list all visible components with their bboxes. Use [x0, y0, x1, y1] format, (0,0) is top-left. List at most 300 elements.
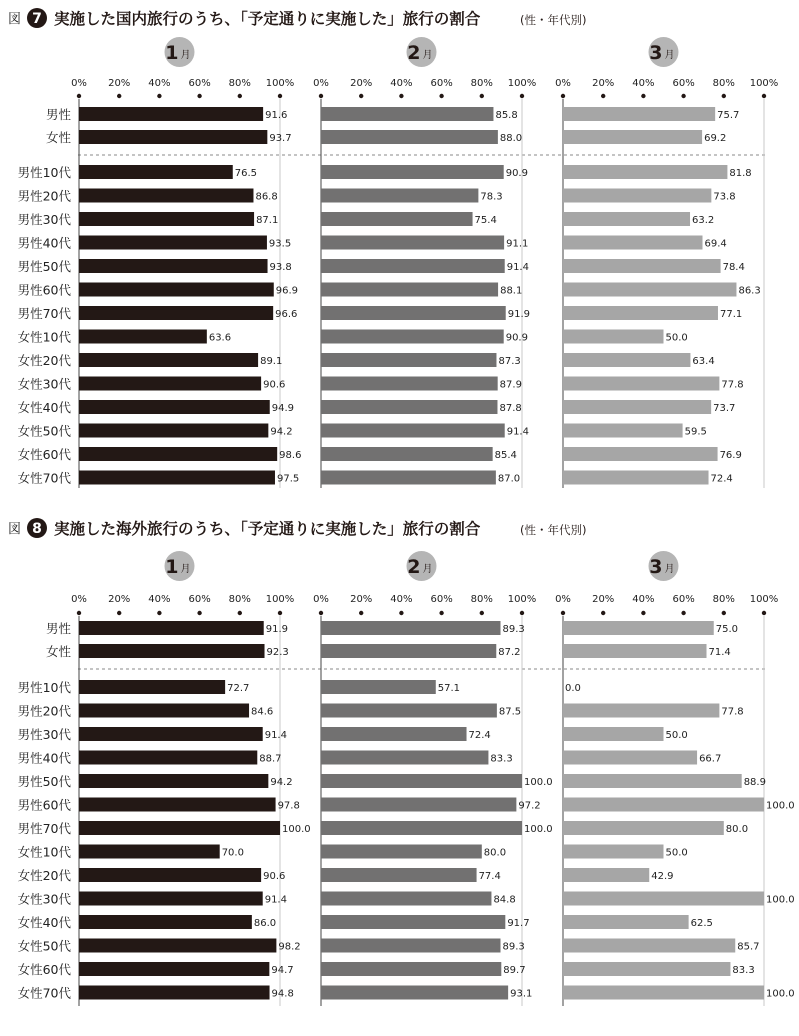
chart1-tick-mark — [561, 611, 565, 615]
chart1-bar — [563, 727, 664, 741]
chart0-data-label: 94.2 — [270, 426, 293, 438]
chart1-tick-label: 40% — [390, 594, 413, 605]
chart1-bar — [321, 774, 522, 788]
chart0-data-label: 73.7 — [713, 403, 736, 414]
chart1-tick-label: 60% — [430, 594, 453, 605]
chart1-category-label: 女性40代 — [17, 915, 71, 930]
chart0-bar — [79, 236, 267, 250]
chart1-data-label: 98.2 — [278, 941, 301, 953]
chart0-month-number: 1 — [165, 42, 179, 64]
chart0-data-label: 91.1 — [506, 238, 529, 250]
chart0-fig-number: 7 — [32, 11, 42, 27]
chart1-bar — [563, 939, 735, 953]
chart1-tick-mark — [278, 611, 282, 615]
chart0-bar — [79, 471, 275, 485]
chart1-category-label: 女性10代 — [17, 844, 71, 860]
chart0-bar — [79, 424, 268, 438]
chart1-bar — [79, 868, 261, 882]
chart0-data-label: 93.5 — [268, 238, 292, 250]
chart0-tick-label: 100% — [265, 78, 295, 89]
chart1-data-label: 87.5 — [498, 706, 522, 718]
chart0-bar — [79, 306, 273, 320]
chart0-category-label: 男性 — [45, 107, 71, 122]
chart1-category-label: 男性30代 — [17, 727, 71, 742]
chart0-bar — [321, 306, 506, 320]
chart0-tick-mark — [641, 94, 645, 98]
chart0-data-label: 87.0 — [497, 473, 521, 485]
chart0-bar — [321, 107, 493, 121]
chart1-data-label: 84.8 — [493, 894, 516, 906]
chart0-tick-mark — [520, 94, 524, 98]
chart1-bar — [563, 798, 764, 812]
chart1-bar — [563, 962, 730, 976]
chart0-data-label: 63.2 — [692, 215, 715, 226]
chart1-data-label: 57.1 — [437, 683, 461, 694]
chart0-bar — [321, 447, 493, 461]
chart0-category-label: 男性30代 — [17, 212, 71, 227]
chart1-bar — [79, 845, 220, 859]
chart1-tick-mark — [601, 611, 605, 615]
chart1-category-label: 男性60代 — [17, 797, 71, 813]
chart0-subtitle: (性・年代別) — [520, 13, 587, 27]
chart0-data-label: 75.7 — [717, 110, 740, 121]
chart0-data-label: 90.9 — [505, 168, 528, 179]
chart0-tick-mark — [439, 94, 443, 98]
chart0-data-label: 77.8 — [721, 379, 744, 391]
chart1-data-label: 100.0 — [282, 824, 311, 835]
chart1-bar — [563, 892, 764, 906]
chart1-tick-mark — [399, 611, 403, 615]
chart1-tick-label: 100% — [749, 594, 779, 605]
chart0-bar — [563, 259, 721, 273]
chart1-data-label: 88.7 — [259, 753, 282, 765]
chart0-data-label: 73.8 — [713, 191, 736, 203]
chart0-category-label: 男性10代 — [17, 165, 71, 180]
chart0-tick-label: 60% — [430, 78, 453, 89]
chart0-data-label: 90.6 — [263, 379, 286, 391]
chart0-data-label: 63.4 — [692, 356, 715, 367]
chart0-bar — [321, 353, 496, 367]
chart0-bar — [79, 107, 263, 121]
chart0-data-label: 50.0 — [665, 332, 688, 344]
chart1-tick-label: 0% — [555, 594, 571, 605]
chart1-data-label: 70.0 — [221, 847, 244, 859]
chart1-data-label: 90.6 — [263, 871, 286, 882]
chart1-data-label: 100.0 — [766, 800, 795, 812]
chart1-data-label: 91.9 — [265, 624, 288, 635]
chart1-bar — [79, 621, 264, 635]
chart0-tick-label: 20% — [592, 78, 615, 89]
chart0-data-label: 91.9 — [507, 309, 530, 320]
chart0-data-label: 98.6 — [279, 450, 302, 461]
chart0-tick-mark — [480, 94, 484, 98]
chart1-data-label: 94.8 — [271, 988, 294, 1000]
chart0-data-label: 87.3 — [498, 356, 521, 367]
chart0-bar — [321, 377, 498, 391]
chart1-bar — [321, 621, 500, 635]
chart1-tick-label: 40% — [632, 594, 655, 605]
chart0-bar — [563, 283, 736, 297]
chart1-data-label: 80.0 — [725, 824, 749, 835]
chart1-bar — [321, 751, 488, 765]
chart0-bar — [79, 189, 253, 203]
chart0-data-label: 77.1 — [719, 309, 743, 320]
chart1-category-label: 男性 — [45, 621, 71, 636]
chart1-data-label: 72.7 — [227, 683, 250, 694]
chart0-month-number: 2 — [407, 42, 421, 64]
chart1-category-label: 男性40代 — [17, 750, 71, 766]
chart1-tick-mark — [439, 611, 443, 615]
chart0-tick-label: 40% — [390, 78, 413, 89]
chart1-bar — [321, 845, 482, 859]
chart1-tick-label: 60% — [188, 594, 211, 605]
chart0-tick-label: 80% — [470, 78, 493, 89]
chart1-data-label: 94.2 — [270, 777, 293, 788]
chart1-tick-mark — [480, 611, 484, 615]
chart0-data-label: 86.8 — [255, 191, 278, 203]
chart1-tick-mark — [681, 611, 685, 615]
chart0-data-label: 69.4 — [704, 238, 727, 250]
chart1-bar — [321, 915, 505, 929]
chart0-category-label: 男性20代 — [17, 188, 71, 204]
chart0-bar — [563, 212, 690, 226]
chart1-category-label: 女性70代 — [17, 985, 71, 1001]
chart1-tick-mark — [762, 611, 766, 615]
chart1-data-label: 91.4 — [264, 730, 287, 741]
chart0-month-unit: 月 — [180, 50, 191, 61]
chart1-data-label: 100.0 — [766, 894, 795, 906]
chart0-category-label: 女性70代 — [17, 470, 71, 486]
chart0-category-label: 女性40代 — [17, 400, 71, 415]
chart1-data-label: 91.4 — [264, 894, 287, 906]
chart1-month-number: 1 — [165, 556, 179, 578]
chart1-category-label: 男性20代 — [17, 703, 71, 719]
chart1-bar — [321, 986, 508, 1000]
chart0-tick-mark — [681, 94, 685, 98]
chart1-tick-mark — [520, 611, 524, 615]
chart0-tick-label: 60% — [188, 78, 211, 89]
chart0-tick-label: 80% — [712, 78, 735, 89]
chart1-data-label: 62.5 — [690, 918, 713, 929]
chart1-tick-mark — [722, 611, 726, 615]
chart0-data-label: 89.1 — [260, 356, 283, 367]
chart1-bar — [79, 727, 263, 741]
chart1-bar — [321, 680, 436, 694]
chart0-category-label: 女性50代 — [17, 423, 71, 439]
chart0-bar — [563, 189, 711, 203]
chart0-data-label: 85.8 — [495, 110, 518, 121]
chart1-category-label: 男性70代 — [17, 821, 71, 836]
chart0-bar — [563, 377, 719, 391]
chart0-data-label: 94.9 — [271, 403, 295, 414]
chart1-data-label: 94.7 — [271, 965, 294, 976]
chart1-data-label: 89.7 — [503, 965, 526, 976]
chart0-bar — [563, 107, 715, 121]
chart0-fig-label: 図 — [8, 12, 22, 27]
chart0-bar — [563, 330, 664, 344]
chart0-bar — [321, 130, 498, 144]
chart0-data-label: 91.6 — [265, 110, 288, 121]
chart0-data-label: 59.5 — [684, 426, 707, 438]
chart0-data-label: 91.4 — [506, 426, 529, 438]
chart1-data-label: 92.3 — [266, 647, 289, 658]
chart1-tick-label: 60% — [672, 594, 695, 605]
chart1-category-label: 女性 — [45, 644, 71, 659]
chart0-bar — [321, 165, 504, 179]
chart0-bar — [321, 400, 497, 414]
chart1-data-label: 72.4 — [468, 730, 491, 741]
chart1-tick-label: 20% — [350, 594, 373, 605]
chart1-tick-label: 40% — [148, 594, 171, 605]
chart1-data-label: 100.0 — [524, 824, 553, 835]
chart1-month-unit: 月 — [180, 564, 191, 575]
chart1-bar — [321, 644, 496, 658]
chart1-data-label: 89.3 — [502, 941, 525, 953]
chart0-category-label: 男性40代 — [17, 235, 71, 251]
chart1-bar — [563, 704, 719, 718]
chart1-month-number: 3 — [649, 556, 663, 578]
chart1-bar — [563, 644, 707, 658]
chart1-tick-label: 80% — [712, 594, 735, 605]
chart0-data-label: 87.1 — [256, 215, 279, 226]
chart0-bar — [79, 259, 268, 273]
chart0-data-label: 63.6 — [208, 332, 232, 344]
chart1-bar — [79, 821, 280, 835]
chart0-data-label: 96.9 — [275, 285, 299, 297]
chart1-tick-label: 0% — [71, 594, 87, 605]
chart0-category-label: 女性60代 — [17, 447, 71, 462]
chart0-tick-mark — [238, 94, 242, 98]
chart0-data-label: 93.8 — [269, 262, 292, 273]
chart1-bar — [563, 986, 764, 1000]
chart0-data-label: 88.1 — [500, 285, 523, 297]
chart0-data-label: 78.3 — [480, 191, 503, 203]
chart0-tick-label: 60% — [672, 78, 695, 89]
chart0-data-label: 86.3 — [738, 285, 761, 297]
chart0-data-label: 91.4 — [506, 262, 529, 273]
chart1-category-label: 女性30代 — [17, 891, 71, 907]
chart1-bar — [79, 962, 269, 976]
chart0-data-label: 87.9 — [499, 379, 522, 391]
chart0-bar — [563, 353, 690, 367]
chart1-data-label: 86.0 — [253, 918, 277, 929]
chart0-bar — [563, 400, 711, 414]
chart0-bar — [563, 130, 702, 144]
chart0-data-label: 85.4 — [494, 450, 517, 461]
chart1-tick-label: 80% — [470, 594, 493, 605]
chart1-data-label: 91.7 — [507, 918, 530, 929]
chart1-data-label: 100.0 — [766, 988, 795, 1000]
chart0-bar — [563, 306, 718, 320]
chart0-data-label: 81.8 — [729, 168, 752, 179]
chart0-category-label: 女性30代 — [17, 376, 71, 392]
chart0-data-label: 76.5 — [234, 168, 258, 179]
chart0-bar — [563, 165, 727, 179]
chart0-tick-label: 100% — [749, 78, 779, 89]
chart0-bar — [321, 259, 505, 273]
chart1-bar — [563, 621, 714, 635]
chart1-bar — [79, 986, 270, 1000]
chart0-tick-mark — [359, 94, 363, 98]
chart0-tick-label: 40% — [148, 78, 171, 89]
chart0-bar — [79, 447, 277, 461]
chart1-data-label: 71.4 — [708, 647, 731, 658]
chart0-tick-mark — [319, 94, 323, 98]
chart1-month-unit: 月 — [422, 564, 433, 575]
chart0-bar — [321, 283, 498, 297]
chart0-bar — [321, 471, 496, 485]
chart0-bar — [321, 212, 473, 226]
chart1-tick-label: 0% — [313, 594, 329, 605]
chart0-tick-label: 80% — [228, 78, 251, 89]
chart0-month-unit: 月 — [422, 50, 433, 61]
chart0-tick-mark — [278, 94, 282, 98]
chart0-bar — [563, 424, 683, 438]
chart1-bar — [563, 915, 689, 929]
chart0-data-label: 78.4 — [722, 262, 745, 273]
chart0-bar — [563, 447, 718, 461]
chart0-category-label: 女性10代 — [17, 329, 71, 345]
chart1-bar — [321, 821, 522, 835]
chart1-data-label: 97.2 — [518, 800, 541, 812]
chart1-tick-mark — [359, 611, 363, 615]
chart1-subtitle: (性・年代別) — [520, 523, 587, 537]
chart0-tick-mark — [117, 94, 121, 98]
chart0-data-label: 90.9 — [505, 332, 528, 344]
chart1-bar — [79, 798, 276, 812]
chart1-bar — [563, 845, 664, 859]
chart1-bar — [563, 751, 697, 765]
chart1-bar — [79, 939, 276, 953]
chart1-bar — [563, 774, 742, 788]
chart1-data-label: 77.4 — [478, 871, 501, 882]
chart1-tick-mark — [319, 611, 323, 615]
chart1-fig-number: 8 — [32, 521, 42, 537]
chart0-category-label: 男性60代 — [17, 282, 71, 298]
chart0-tick-label: 0% — [555, 78, 571, 89]
chart0-bar — [79, 283, 274, 297]
chart1-data-label: 80.0 — [483, 847, 507, 859]
chart0-category-label: 女性 — [45, 130, 71, 145]
chart1-data-label: 93.1 — [510, 988, 533, 1000]
chart1-category-label: 女性50代 — [17, 938, 71, 954]
chart0-bar — [79, 377, 261, 391]
chart1-data-label: 42.9 — [651, 871, 674, 882]
chart0-tick-mark — [561, 94, 565, 98]
chart0-category-label: 男性50代 — [17, 259, 71, 274]
chart0-month-number: 3 — [649, 42, 663, 64]
chart1-bar — [321, 727, 467, 741]
chart1-month-number: 2 — [407, 556, 421, 578]
chart1-data-label: 97.8 — [277, 800, 300, 812]
chart1-data-label: 84.6 — [251, 706, 274, 718]
chart1-data-label: 50.0 — [665, 847, 688, 859]
chart0-bar — [79, 400, 270, 414]
chart1-data-label: 89.3 — [502, 624, 525, 635]
chart0-tick-label: 0% — [313, 78, 329, 89]
chart0-bar — [321, 330, 504, 344]
chart0-tick-label: 20% — [350, 78, 373, 89]
chart1-category-label: 女性20代 — [17, 868, 71, 883]
chart0-tick-mark — [197, 94, 201, 98]
chart0-tick-label: 40% — [632, 78, 655, 89]
chart0-tick-label: 100% — [507, 78, 537, 89]
chart0-bar — [563, 236, 702, 250]
chart1-data-label: 83.3 — [732, 965, 755, 976]
chart0-tick-mark — [722, 94, 726, 98]
chart1-category-label: 女性60代 — [17, 962, 71, 977]
chart1-bar — [321, 868, 477, 882]
chart1-bar — [79, 774, 268, 788]
chart1-bar — [563, 868, 649, 882]
chart1-data-label: 83.3 — [490, 753, 513, 765]
chart0-bar — [79, 165, 233, 179]
chart1-data-label: 66.7 — [699, 753, 722, 765]
chart1-tick-mark — [117, 611, 121, 615]
chart0-data-label: 72.4 — [710, 473, 733, 485]
chart1-tick-label: 20% — [592, 594, 615, 605]
chart0-data-label: 87.8 — [499, 403, 522, 414]
chart1-data-label: 50.0 — [665, 730, 688, 741]
chart0-bar — [563, 471, 709, 485]
chart0-bar — [321, 424, 505, 438]
chart1-tick-mark — [157, 611, 161, 615]
chart0-data-label: 76.9 — [719, 450, 742, 461]
chart0-category-label: 男性70代 — [17, 306, 71, 321]
chart1-tick-mark — [641, 611, 645, 615]
chart1-tick-label: 100% — [265, 594, 295, 605]
chart0-data-label: 96.6 — [275, 309, 298, 320]
chart0-data-label: 93.7 — [269, 133, 292, 144]
chart0-bar — [79, 130, 267, 144]
chart0-tick-label: 0% — [71, 78, 87, 89]
chart0-data-label: 97.5 — [276, 473, 300, 485]
chart1-bar — [321, 704, 497, 718]
chart0-bar — [321, 236, 504, 250]
chart0-bar — [79, 212, 254, 226]
chart1-bar — [321, 892, 491, 906]
chart0-tick-mark — [399, 94, 403, 98]
chart1-data-label: 77.8 — [721, 706, 744, 718]
chart1-bar — [563, 821, 724, 835]
chart0-tick-label: 20% — [108, 78, 131, 89]
chart0-tick-mark — [601, 94, 605, 98]
chart1-tick-label: 80% — [228, 594, 251, 605]
chart1-category-label: 男性50代 — [17, 774, 71, 789]
chart0-bar — [79, 353, 258, 367]
chart1-tick-mark — [77, 611, 81, 615]
chart1-tick-label: 100% — [507, 594, 537, 605]
chart1-bar — [79, 704, 249, 718]
chart0-data-label: 88.0 — [499, 133, 523, 144]
chart1-bar — [321, 798, 516, 812]
chart0-category-label: 女性20代 — [17, 353, 71, 368]
chart0-data-label: 69.2 — [704, 133, 727, 144]
chart1-data-label: 100.0 — [524, 777, 553, 788]
chart0-bar — [79, 330, 207, 344]
chart1-data-label: 85.7 — [737, 941, 760, 953]
chart1-data-label: 87.2 — [498, 647, 521, 658]
chart0-month-unit: 月 — [664, 50, 675, 61]
chart1-bar — [79, 892, 263, 906]
chart0-tick-mark — [157, 94, 161, 98]
chart1-tick-mark — [238, 611, 242, 615]
chart0-tick-mark — [762, 94, 766, 98]
chart1-month-unit: 月 — [664, 564, 675, 575]
chart1-title: 実施した海外旅行のうち、「予定通りに実施した」旅行の割合 — [54, 520, 481, 538]
chart1-data-label: 88.9 — [743, 777, 766, 788]
chart1-category-label: 男性10代 — [17, 680, 71, 695]
